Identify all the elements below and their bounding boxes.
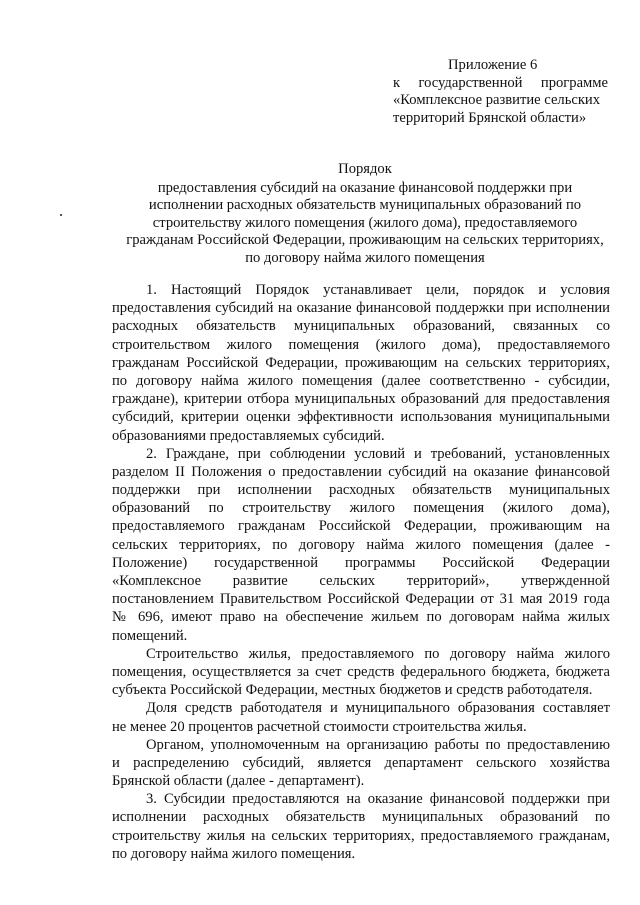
paragraph-6-line: исполнении расходных обязательств муниципальных образований по bbox=[112, 809, 610, 826]
paragraph-6-line: строительству жилья на сельских территориях, предоставляемого гражданам, bbox=[112, 827, 610, 844]
title-line: строительству жилого помещения (жилого дома), предоставляемого bbox=[152, 214, 578, 231]
paragraph-1-line: расходных обязательств муниципальных образований, связанных со bbox=[112, 318, 610, 335]
title-line: по договору найма жилого помещения bbox=[245, 249, 485, 266]
paragraph-3-line: субъекта Российской Федерации, местных бюджетов и средств работодателя. bbox=[112, 682, 593, 699]
paragraph-5-line: Органом, уполномоченным на организацию работы по предоставлению bbox=[146, 736, 610, 753]
paragraph-1-line: 1. Настоящий Порядок устанавливает цели, порядок и условия bbox=[146, 282, 610, 298]
document-body bbox=[112, 281, 610, 863]
document-title bbox=[100, 161, 630, 268]
scan-dot bbox=[60, 214, 62, 216]
paragraph-2-line: 2. Граждане, при соблюдении условий и требований, установленных bbox=[146, 445, 610, 462]
paragraph-1-line: граждане), критерии отбора муниципальных образований для предоставления bbox=[112, 391, 610, 408]
paragraph-2-line: помещений. bbox=[112, 627, 188, 644]
paragraph-6-line: 3. Субсидии предоставляются на оказание финансовой поддержки при bbox=[146, 791, 610, 808]
paragraph-1-line: предоставления субсидий на оказание финансовой поддержки при исполнении bbox=[112, 300, 610, 317]
paragraph-4-line: Доля средств работодателя и муниципального образования составляет bbox=[146, 700, 610, 717]
paragraph-1-line: строительством жилого помещения (жилого дома), предоставляемого bbox=[112, 336, 610, 353]
title-line: исполнении расходных обязательств муниципальных образований по bbox=[148, 197, 582, 214]
appendix-header bbox=[393, 57, 608, 127]
appendix-line: территорий Брянской области» bbox=[393, 109, 587, 126]
paragraph-2-line: № 696, имеют право на обеспечение жильем по договорам найма жилых bbox=[112, 609, 610, 626]
title-heading: Порядок bbox=[338, 161, 392, 177]
paragraph-2-line: «Комплексное развитие сельских территорий», утвержденной bbox=[112, 573, 610, 589]
paragraph-2-line: Положение) государственной программы Российской Федерации bbox=[112, 554, 610, 571]
paragraph-1-line: по договору найма жилого помещения (далее соответственно - субсидии, bbox=[112, 372, 610, 389]
paragraph-1-line: гражданам Российской Федерации, проживающим на сельских территориях, bbox=[112, 354, 610, 371]
appendix-line: к государственной программе bbox=[393, 74, 608, 91]
paragraph-2-line: образований по строительству жилого помещения (жилого дома), bbox=[112, 500, 610, 517]
paragraph-1-line: субсидий, критерии оценки эффективности использования муниципальными bbox=[112, 409, 610, 426]
paragraph-1-line: образованиями предоставляемых субсидий. bbox=[112, 427, 385, 444]
paragraph-2-line: сельских территориях, по договору найма жилого помещения (далее - bbox=[112, 536, 610, 553]
paragraph-2-line: разделом II Положения о предоставлении субсидий на оказание финансовой bbox=[112, 463, 610, 480]
paragraph-2-line: предоставляемого гражданам Российской Федерации, проживающим на bbox=[112, 518, 610, 535]
paragraph-6-line: по договору найма жилого помещения. bbox=[112, 845, 356, 862]
paragraph-2-line: постановлением Правительством Российской Федерации от 31 мая 2019 года bbox=[112, 591, 610, 608]
appendix-line: Приложение 6 bbox=[448, 57, 538, 73]
paragraph-3-line: Строительство жилья, предоставляемого по договору найма жилого bbox=[146, 645, 610, 662]
paragraph-2-line: поддержки при исполнении расходных обязательств муниципальных bbox=[112, 482, 610, 499]
title-line: предоставления субсидий на оказание финансовой поддержки при bbox=[157, 179, 573, 196]
paragraph-3-line: помещения, осуществляется за счет средств федерального бюджета, бюджета bbox=[112, 663, 610, 680]
title-line: гражданам Российской Федерации, проживающим на сельских территориях, bbox=[126, 232, 604, 249]
paragraph-4-line: не менее 20 процентов расчетной стоимости строительства жилья. bbox=[112, 718, 527, 735]
paragraph-5-line: Брянской области (далее - департамент). bbox=[112, 773, 365, 790]
paragraph-5-line: и распределению субсидий, является департамент сельского хозяйства bbox=[112, 754, 610, 771]
appendix-line: «Комплексное развитие сельских bbox=[393, 92, 601, 108]
